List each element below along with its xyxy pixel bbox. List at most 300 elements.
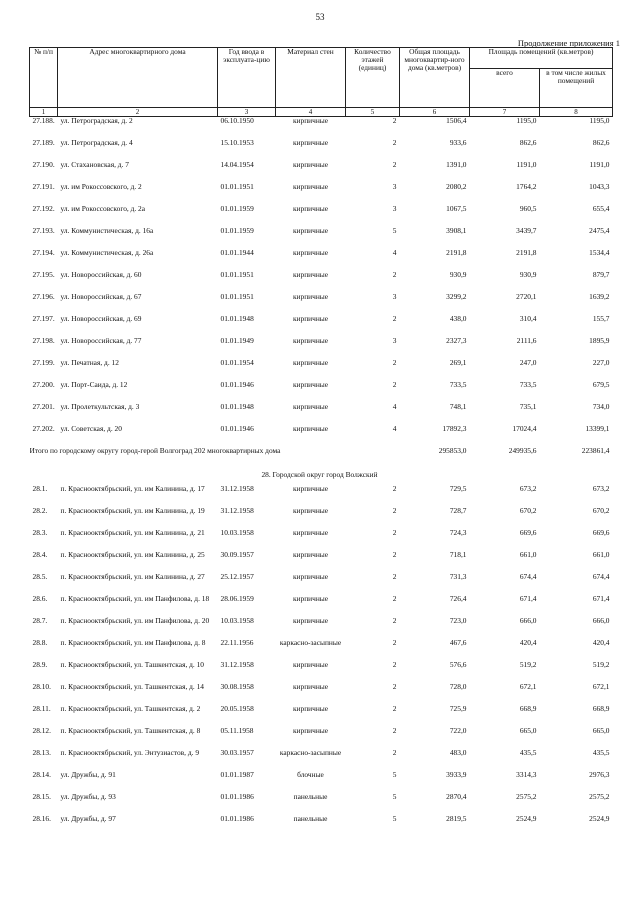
cell-total-area: 731,3 [449,573,467,581]
cell-area-residential: 1195,0 [589,116,610,125]
cell-area-residential: 2976,3 [589,771,610,779]
cell-area-all: 2524,9 [516,815,537,823]
column-number: 5 [346,108,400,117]
cell-address: п. Краснооктябрьский, ул. Ташкентская, д. 8 [60,727,201,735]
total-residential-value: 223861,4 [581,447,610,455]
cell-area-residential: 862,6 [592,139,610,147]
table-body-part2 [30,485,613,837]
cell-area-residential: 435,5 [592,749,610,757]
cell-area-all: 862,6 [519,139,537,147]
cell-area-residential: 734,0 [592,403,610,411]
cell-material: кирпичные [292,661,329,669]
cell-floors: 5 [392,793,397,801]
cell-area-all: 2575,2 [516,793,537,801]
cell-num: 28.5. [32,573,48,581]
cell-area-all: 1191,0 [516,161,537,169]
cell-floors: 4 [392,249,397,257]
cell-area-residential: 1895,9 [589,337,610,345]
cell-floors: 2 [392,485,397,493]
cell-num: 28.1. [32,485,48,493]
header-all: всего [470,69,540,108]
cell-floors: 3 [392,337,397,345]
cell-material: кирпичные [292,271,329,279]
cell-material: кирпичные [292,617,329,625]
cell-total-area: 748,1 [449,403,467,411]
housing-table [29,47,613,837]
table-row [30,337,613,359]
table-row [30,551,613,573]
column-number: 1 [30,108,58,117]
cell-total-area: 2191,8 [446,249,467,257]
table-row [30,573,613,595]
cell-floors: 2 [392,639,397,647]
cell-area-residential: 879,7 [592,271,610,279]
cell-floors: 5 [392,771,397,779]
cell-area-residential: 672,1 [592,683,610,691]
page-number: 53 [315,12,325,22]
cell-year: 15.10.1953 [220,139,254,147]
cell-floors: 2 [392,551,397,559]
cell-total-area: 3299,2 [446,293,467,301]
cell-area-all: 2191,8 [516,249,537,257]
column-number: 8 [540,108,613,117]
cell-year: 30.09.1957 [220,551,254,559]
table-row [30,485,613,507]
cell-address: ул. Дружбы, д. 93 [60,793,116,801]
cell-address: ул. им Рокоссовского, д. 2 [60,183,142,191]
cell-material: кирпичные [292,507,329,515]
cell-floors: 4 [392,403,397,411]
cell-floors: 2 [392,381,397,389]
cell-material: кирпичные [292,249,329,257]
cell-year: 01.01.1949 [220,337,254,345]
table-row [30,293,613,315]
cell-material: кирпичные [292,485,329,493]
cell-area-all: 310,4 [519,315,537,323]
cell-material: кирпичные [292,183,329,191]
cell-area-all: 960,5 [519,205,537,213]
cell-year: 10.03.1958 [220,617,254,625]
cell-year: 01.01.1987 [220,771,254,779]
cell-total-area: 1506,4 [446,116,467,125]
cell-address: п. Краснооктябрьский, ул. им Калинина, д. 25 [60,551,205,559]
cell-area-residential: 1191,0 [589,161,610,169]
cell-material: кирпичные [292,705,329,713]
cell-address: п. Краснооктябрьский, ул. Ташкентская, д. 14 [60,683,205,691]
table-body-part1 [30,117,613,448]
cell-address: ул. Новороссийская, д. 69 [60,315,142,323]
cell-area-all: 671,4 [519,595,537,603]
cell-area-residential: 1639,2 [589,293,610,301]
cell-area-all: 666,0 [519,617,537,625]
cell-material: кирпичные [292,727,329,735]
cell-area-all: 673,2 [519,485,537,493]
cell-material: кирпичные [292,293,329,301]
cell-address: ул. им Рокоссовского, д. 2а [60,205,146,213]
cell-num: 27.190. [32,161,55,169]
cell-area-all: 670,2 [519,507,537,515]
cell-floors: 3 [392,183,397,191]
total-block [30,447,613,485]
cell-year: 01.01.1948 [220,315,254,323]
cell-year: 01.01.1959 [220,205,254,213]
cell-area-all: 735,1 [519,403,537,411]
cell-material: кирпичные [292,116,329,125]
cell-num: 27.197. [32,315,55,323]
cell-address: ул. Пролеткультская, д. 3 [60,403,140,411]
cell-area-all: 733,5 [519,381,537,389]
cell-total-area: 725,9 [449,705,467,713]
cell-total-area: 733,5 [449,381,467,389]
cell-num: 27.188. [32,116,55,125]
cell-total-area: 2819,5 [446,815,467,823]
cell-area-all: 17024,4 [512,425,537,433]
cell-floors: 2 [392,661,397,669]
cell-num: 27.198. [32,337,55,345]
cell-year: 05.11.1958 [220,727,254,735]
cell-address: ул. Печатная, д. 12 [60,359,119,367]
cell-address: ул. Советская, д. 20 [60,425,122,433]
cell-total-area: 17892,3 [442,425,467,433]
cell-area-residential: 666,0 [592,617,610,625]
cell-address: ул. Петроградская, д. 2 [60,116,133,125]
cell-num: 27.199. [32,359,55,367]
cell-area-all: 3314,3 [516,771,537,779]
cell-year: 01.01.1986 [220,793,254,801]
cell-area-all: 665,0 [519,727,537,735]
cell-floors: 2 [392,749,397,757]
cell-material: блочные [297,771,324,779]
cell-year: 31.12.1958 [220,507,254,515]
cell-floors: 2 [392,161,397,169]
cell-total-area: 269,1 [449,359,467,367]
cell-floors: 2 [392,727,397,735]
cell-year: 31.12.1958 [220,485,254,493]
cell-address: ул. Новороссийская, д. 77 [60,337,142,345]
cell-material: кирпичные [292,683,329,691]
table-row [30,161,613,183]
cell-num: 28.14. [32,771,51,779]
cell-area-residential: 673,2 [592,485,610,493]
cell-address: ул. Коммунистическая, д. 26а [60,249,154,257]
table-row [30,661,613,683]
cell-area-residential: 671,4 [592,595,610,603]
cell-year: 01.01.1951 [220,183,254,191]
cell-total-area: 438,0 [449,315,467,323]
cell-total-area: 728,0 [449,683,467,691]
cell-area-all: 519,2 [519,661,537,669]
cell-address: ул. Коммунистическая, д. 16а [60,227,154,235]
cell-area-residential: 665,0 [592,727,610,735]
cell-floors: 2 [392,573,397,581]
cell-floors: 2 [392,271,397,279]
cell-num: 27.201. [32,403,55,411]
cell-num: 28.11. [32,705,51,713]
header-num: № п/п [30,48,58,108]
cell-floors: 5 [392,815,397,823]
cell-area-residential: 155,7 [592,315,610,323]
table-row [30,117,613,140]
cell-address: п. Краснооктябрьский, ул. им Калинина, д. 19 [60,507,205,515]
cell-total-area: 722,0 [449,727,467,735]
cell-area-residential: 655,4 [592,205,610,213]
column-number: 2 [58,108,218,117]
cell-area-all: 1764,2 [516,183,537,191]
table-row [30,529,613,551]
cell-material: кирпичные [292,139,329,147]
cell-address: п. Краснооктябрьский, ул. им Калинина, д. 21 [60,529,205,537]
cell-address: п. Краснооктябрьский, ул. им Панфилова, д. 8 [60,639,206,647]
cell-total-area: 2327,3 [446,337,467,345]
cell-material: кирпичные [292,205,329,213]
total-label: Итого по городскому округу город-герой Волгоград 202 многоквартирных дома [29,447,281,455]
cell-year: 10.03.1958 [220,529,254,537]
table-row [30,815,613,837]
cell-area-all: 930,9 [519,271,537,279]
cell-year: 31.12.1958 [220,661,254,669]
cell-year: 25.12.1957 [220,573,254,581]
cell-material: кирпичные [292,403,329,411]
cell-year: 06.10.1950 [220,116,254,125]
cell-address: п. Краснооктябрьский, ул. Энтузиастов, д. 9 [60,749,200,757]
cell-area-residential: 668,9 [592,705,610,713]
cell-address: ул. Петроградская, д. 4 [60,139,133,147]
cell-year: 01.01.1944 [220,249,254,257]
cell-year: 01.01.1946 [220,425,254,433]
total-area-value: 295853,0 [438,447,467,455]
cell-floors: 5 [392,227,397,235]
cell-material: кирпичные [292,315,329,323]
cell-area-all: 3439,7 [516,227,537,235]
cell-year: 01.01.1948 [220,403,254,411]
total-all-value: 249935,6 [508,447,537,455]
cell-area-residential: 669,6 [592,529,610,537]
table-row [30,315,613,337]
cell-year: 01.01.1986 [220,815,254,823]
table-row [30,205,613,227]
cell-address: ул. Дружбы, д. 91 [60,771,116,779]
cell-area-all: 669,6 [519,529,537,537]
table-row [30,771,613,793]
cell-material: кирпичные [292,425,329,433]
cell-floors: 2 [392,116,397,125]
cell-material: кирпичные [292,529,329,537]
table-row [30,507,613,529]
cell-num: 27.200. [32,381,55,389]
cell-address: ул. Порт-Саида, д. 12 [60,381,128,389]
cell-total-area: 467,6 [449,639,467,647]
cell-area-all: 668,9 [519,705,537,713]
column-number: 7 [470,108,540,117]
cell-year: 01.01.1946 [220,381,254,389]
cell-year: 01.01.1959 [220,227,254,235]
cell-num: 28.16. [32,815,51,823]
header-address: Адрес многоквартирного дома [58,48,218,108]
cell-area-residential: 2575,2 [589,793,610,801]
cell-floors: 2 [392,683,397,691]
cell-floors: 2 [392,359,397,367]
cell-material: панельные [293,793,328,801]
continuation-label: Продолжение приложения 1 [517,38,620,48]
section-row [30,471,613,485]
cell-area-all: 661,0 [519,551,537,559]
cell-address: п. Краснооктябрьский, ул. им Панфилова, д. 20 [60,617,210,625]
cell-total-area: 723,0 [449,617,467,625]
table-row [30,425,613,447]
cell-year: 20.05.1958 [220,705,254,713]
cell-area-all: 2111,6 [516,337,537,345]
cell-area-residential: 670,2 [592,507,610,515]
cell-material: каркасно-засыпные [279,749,342,757]
cell-floors: 2 [392,529,397,537]
cell-floors: 2 [392,507,397,515]
table-row [30,381,613,403]
cell-total-area: 930,9 [449,271,467,279]
cell-total-area: 483,0 [449,749,467,757]
cell-floors: 2 [392,595,397,603]
header-floors: Количество этажей (единиц) [346,48,400,108]
cell-num: 27.202. [32,425,55,433]
cell-total-area: 728,7 [449,507,467,515]
cell-total-area: 3908,1 [446,227,467,235]
cell-area-all: 420,4 [519,639,537,647]
cell-area-residential: 519,2 [592,661,610,669]
table-row [30,403,613,425]
cell-material: кирпичные [292,573,329,581]
cell-material: кирпичные [292,359,329,367]
cell-area-residential: 661,0 [592,551,610,559]
cell-num: 27.194. [32,249,55,257]
cell-address: п. Краснооктябрьский, ул. Ташкентская, д. 2 [60,705,201,713]
cell-area-residential: 420,4 [592,639,610,647]
cell-floors: 3 [392,205,397,213]
cell-floors: 2 [392,139,397,147]
cell-num: 28.15. [32,793,51,801]
cell-address: ул. Дружбы, д. 97 [60,815,116,823]
cell-area-all: 672,1 [519,683,537,691]
cell-area-residential: 1534,4 [589,249,610,257]
cell-material: кирпичные [292,337,329,345]
cell-total-area: 1067,5 [446,205,467,213]
total-row [30,447,613,471]
cell-address: п. Краснооктябрьский, ул. им Калинина, д. 17 [60,485,205,493]
cell-area-residential: 2475,4 [589,227,610,235]
cell-floors: 2 [392,617,397,625]
cell-area-all: 1195,0 [516,116,537,125]
table-row [30,639,613,661]
cell-year: 22.11.1956 [220,639,254,647]
table-row [30,183,613,205]
table-row [30,683,613,705]
cell-address: п. Краснооктябрьский, ул. им Калинина, д. 27 [60,573,205,581]
cell-year: 01.01.1954 [220,359,254,367]
table-row [30,271,613,293]
cell-material: кирпичные [292,227,329,235]
cell-material: кирпичные [292,161,329,169]
header-year: Год ввода в эксплуата-цию [218,48,276,108]
header-material: Материал стен [276,48,346,108]
cell-year: 01.01.1951 [220,271,254,279]
cell-num: 28.4. [32,551,48,559]
table-row [30,617,613,639]
cell-year: 30.03.1957 [220,749,254,757]
table-row [30,705,613,727]
table-row [30,139,613,161]
cell-year: 01.01.1951 [220,293,254,301]
header-total-area: Общая площадь многоквартир-ного дома (кв.метров) [400,48,470,108]
cell-floors: 3 [392,293,397,301]
cell-area-residential: 13399,1 [585,425,610,433]
cell-total-area: 933,6 [449,139,467,147]
cell-num: 28.3. [32,529,48,537]
cell-area-residential: 2524,9 [589,815,610,823]
cell-total-area: 718,1 [449,551,467,559]
cell-num: 27.191. [32,183,55,191]
cell-total-area: 726,4 [449,595,467,603]
cell-num: 28.6. [32,595,48,603]
cell-material: панельные [293,815,328,823]
cell-total-area: 729,5 [449,485,467,493]
cell-total-area: 3933,9 [446,771,467,779]
table-row [30,595,613,617]
header-premises-area: Площадь помещений (кв.метров) [470,48,613,69]
cell-area-residential: 1043,3 [589,183,610,191]
cell-total-area: 576,6 [449,661,467,669]
table-row [30,727,613,749]
column-number: 3 [218,108,276,117]
cell-total-area: 724,3 [449,529,467,537]
cell-floors: 4 [392,425,397,433]
table-row [30,749,613,771]
cell-area-residential: 227,0 [592,359,610,367]
cell-total-area: 2080,2 [446,183,467,191]
cell-num: 28.13. [32,749,51,757]
table-row [30,793,613,815]
header-residential: в том числе жилых помещений [540,69,613,108]
cell-area-all: 674,4 [519,573,537,581]
cell-material: каркасно-засыпные [279,639,342,647]
column-number: 4 [276,108,346,117]
cell-area-residential: 679,5 [592,381,610,389]
cell-total-area: 1391,0 [446,161,467,169]
table-row [30,227,613,249]
cell-year: 30.08.1958 [220,683,254,691]
cell-area-all: 247,0 [519,359,537,367]
cell-num: 27.195. [32,271,55,279]
table-row [30,359,613,381]
cell-total-area: 2870,4 [446,793,467,801]
table-row [30,249,613,271]
cell-num: 27.192. [32,205,55,213]
cell-area-all: 435,5 [519,749,537,757]
column-number: 6 [400,108,470,117]
cell-num: 28.8. [32,639,48,647]
cell-area-all: 2720,1 [516,293,537,301]
cell-area-residential: 674,4 [592,573,610,581]
cell-floors: 2 [392,315,397,323]
cell-year: 14.04.1954 [220,161,254,169]
cell-num: 27.196. [32,293,55,301]
cell-address: ул. Стахановская, д. 7 [60,161,129,169]
cell-year: 28.06.1959 [220,595,254,603]
table-header [30,48,613,117]
cell-material: кирпичные [292,381,329,389]
cell-num: 28.12. [32,727,51,735]
cell-address: ул. Новороссийская, д. 67 [60,293,142,301]
cell-num: 28.9. [32,661,48,669]
cell-address: п. Краснооктябрьский, ул. им Панфилова, д. 18 [60,595,210,603]
cell-num: 28.10. [32,683,51,691]
